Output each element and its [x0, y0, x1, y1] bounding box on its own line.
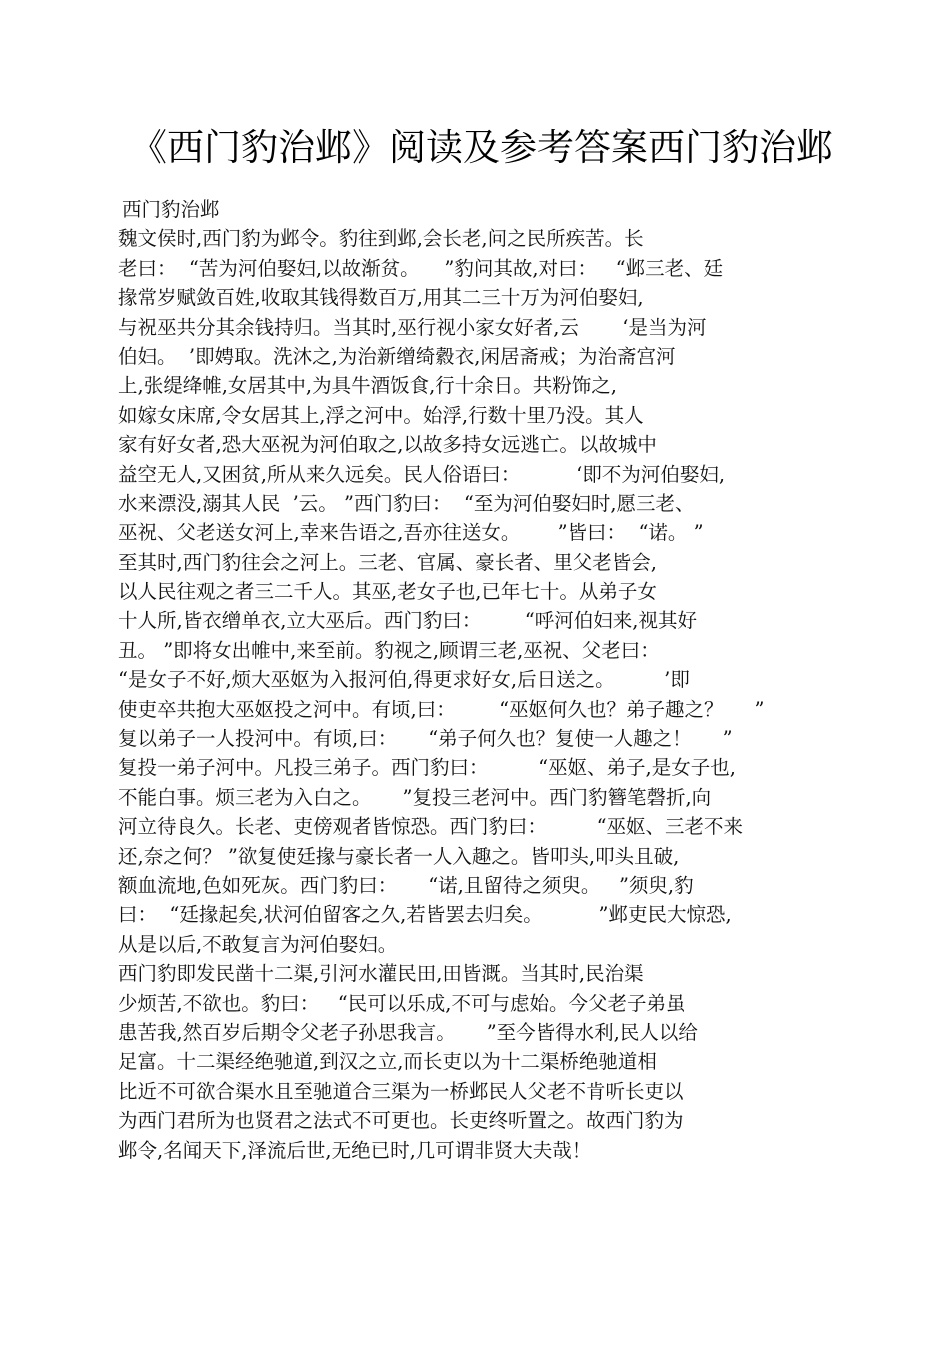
- text-line: 从是以后,不敢复言为河伯娶妇。: [118, 932, 398, 956]
- text-line: 上,张缇绛帷,女居其中,为具牛酒饭食,行十余日。共粉饰之,: [118, 374, 617, 398]
- text-line: 西门豹即发民凿十二渠,引河水灌民田,田皆溉。当其时,民治渠: [118, 962, 644, 986]
- text-line: 家有好女者,恐大巫祝为河伯取之,以故多持女远逃亡。以故城中: [118, 433, 657, 457]
- text-line: 如嫁女床席,令女居其上,浮之河中。始浮,行数十里乃没。其人: [118, 403, 644, 427]
- text-line: 伯妇。 ’即娉取。洗沐之,为治新缯绮縠衣,闲居斋戒；为治斋宫河: [118, 344, 676, 368]
- text-line: 至其时,西门豹往会之河上。三老、官属、豪长者、里父老皆会,: [118, 550, 657, 574]
- document-body: [118, 195, 838, 1165]
- text-line: 水来漂没,溺其人民 ’云。 ”西门豹曰： “至为河伯娶妇时,愿三老、: [118, 491, 695, 515]
- text-line: 患苦我,然百岁后期令父老子孙思我言。 ”至今皆得水利,民人以给: [118, 1020, 698, 1044]
- text-line: 邺令,名闻天下,泽流后世,无绝已时,几可谓非贤大夫哉！: [118, 1138, 592, 1162]
- text-line: 不能白事。烦三老为入白之。 ”复投三老河中。西门豹簪笔磬折,向: [118, 785, 712, 809]
- text-line: 以人民往观之者三二千人。其巫,老女子也,已年七十。从弟子女: [118, 580, 657, 604]
- text-line: 掾常岁赋敛百姓,收取其钱得数百万,用其二三十万为河伯娶妇,: [118, 286, 644, 310]
- text-line: 还,奈之何？ ”欲复使廷掾与豪长者一人入趣之。皆叩头,叩头且破,: [118, 844, 680, 868]
- text-line: 巫祝、父老送女河上,幸来告语之,吾亦往送女。 ”皆曰： “诺。 ”: [118, 521, 704, 545]
- text-line: 益空无人,又困贫,所从来久远矣。民人俗语曰： ‘即不为河伯娶妇,: [118, 462, 726, 486]
- text-line: 丑。 ”即将女出帷中,来至前。豹视之,顾谓三老,巫祝、父老曰：: [118, 638, 660, 662]
- text-line: 复以弟子一人投河中。有顷,曰： “弟子何久也？复使一人趣之！ ”: [118, 727, 733, 751]
- text-line: 河立待良久。长老、吏傍观者皆惊恐。西门豹曰： “巫妪、三老不来: [118, 815, 744, 839]
- article-heading: 西门豹治邺: [122, 198, 220, 221]
- text-line: 十人所,皆衣缯单衣,立大巫后。西门豹曰： “呼河伯妇来,视其好: [118, 609, 697, 633]
- text-line: 曰： “廷掾起矣,状河伯留客之久,若皆罢去归矣。 ”邺吏民大惊恐,: [118, 903, 732, 927]
- text-line: 老曰： “苦为河伯娶妇,以故渐贫。 ”豹问其故,对曰： “邺三老、廷: [118, 256, 724, 280]
- text-line: 魏文侯时,西门豹为邺令。豹往到邺,会长老,问之民所疾苦。长: [118, 227, 644, 251]
- text-line: 额血流地,色如死灰。西门豹曰： “诺,且留待之须臾。 ”须臾,豹: [118, 873, 694, 897]
- document-title: 《西门豹治邺》阅读及参考答案西门豹治邺: [130, 126, 833, 169]
- text-line: 与祝巫共分其余钱持归。当其时,巫行视小家女好者,云 ‘是当为河: [118, 315, 707, 339]
- text-line: 为西门君所为也贤君之法式不可更也。长吏终听置之。故西门豹为: [118, 1109, 684, 1133]
- text-line: 少烦苦,不欲也。豹曰： “民可以乐成,不可与虑始。今父老子弟虽: [118, 991, 686, 1015]
- text-line: 比近不可欲合渠水且至驰道合三渠为一桥邺民人父老不肯听长吏以: [118, 1079, 684, 1103]
- text-line: 使吏卒共抱大巫妪投之河中。有顷,曰： “巫妪何久也？弟子趣之？ ”: [118, 697, 765, 721]
- text-line: “是女子不好,烦大巫妪为入报河伯,得更求好女,后日送之。 ’即: [118, 668, 690, 692]
- text-line: 复投一弟子河中。凡投三弟子。西门豹曰： “巫妪、弟子,是女子也,: [118, 756, 736, 780]
- text-line: 足富。十二渠经绝驰道,到汉之立,而长吏以为十二渠桥绝驰道相: [118, 1050, 657, 1074]
